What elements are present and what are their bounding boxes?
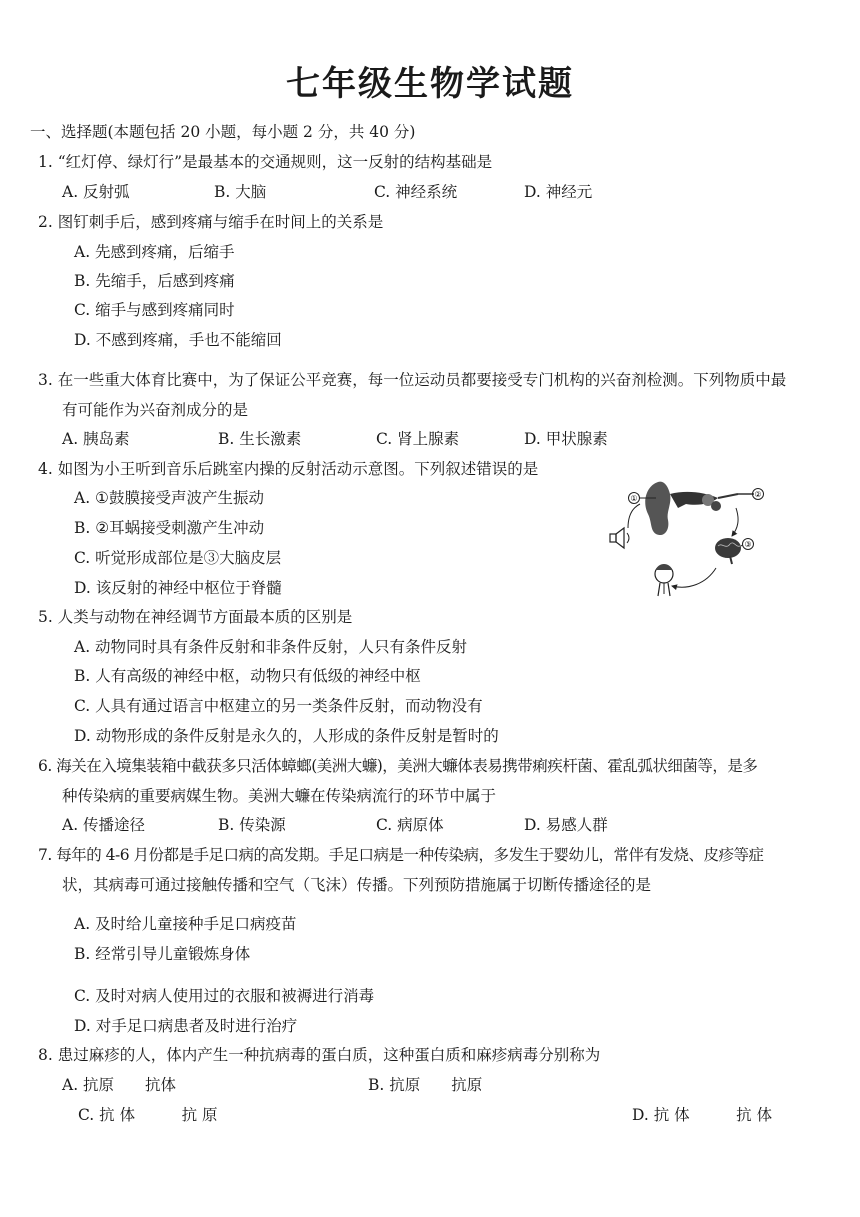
arrow [672,568,716,587]
option: B. 人有高级的神经中枢，动物只有低级的神经中枢 [74,667,421,685]
option: D. 动物形成的条件反射是永久的，人形成的条件反射是暂时的 [74,727,499,745]
option: A. 及时给儿童接种手足口病疫苗 [74,915,297,933]
option: A. 先感到疼痛，后缩手 [74,243,235,261]
option: B. 生长激素 [218,430,302,448]
ear-illustration [645,482,754,535]
option: B. 经常引导儿童锻炼身体 [74,945,251,963]
speaker-icon [610,528,629,548]
question-stem: 1. “红灯停、绿灯行”是最基本的交通规则，这一反射的结构基础是 [38,153,493,171]
option: C. 抗 体 抗 原 [78,1106,218,1124]
arrow [628,504,640,528]
brain-illustration [715,538,741,564]
label-1: ① [630,494,638,503]
question-stem: 4. 如图为小王听到音乐后跳室内操的反射活动示意图。下列叙述错误的是 [38,460,539,478]
option: D. 神经元 [524,183,593,201]
question-stem: 7. 每年的 4-6 月份都是手足口病的高发期。手足口病是一种传染病，多发生于婴幼儿，常伴有发烧、皮疹等症 [38,846,764,864]
option: C. 神经系统 [374,183,458,201]
option: C. 人具有通过语言中枢建立的另一类条件反射，而动物没有 [74,697,483,715]
option: D. 不感到疼痛，手也不能缩回 [74,331,282,349]
option: C. 及时对病人使用过的衣服和被褥进行消毒 [74,987,375,1005]
question-stem: 8. 患过麻疹的人，体内产生一种抗病毒的蛋白质，这种蛋白质和麻疹病毒分别称为 [38,1046,601,1064]
option: D. 抗 体 抗 体 [632,1106,773,1124]
option: A. 胰岛素 [62,430,130,448]
page-title: 七年级生物学试题 [286,64,574,104]
option: D. 该反射的神经中枢位于脊髓 [74,579,282,597]
question-stem: 6. 海关在入境集装箱中截获多只活体蟑螂(美洲大蠊)，美洲大蠊体表易携带痢疾杆菌、霍乱弧状细菌等，是多 [38,757,758,775]
person-illustration [655,564,673,596]
option: A. ①鼓膜接受声波产生振动 [74,489,264,507]
question-stem: 2. 图钉刺手后，感到疼痛与缩手在时间上的关系是 [38,213,384,231]
question-stem: 5. 人类与动物在神经调节方面最本质的区别是 [38,608,353,626]
option: C. 肾上腺素 [376,430,460,448]
option: D. 甲状腺素 [524,430,608,448]
option: B. 抗原 抗原 [368,1076,483,1094]
option: A. 传播途径 [62,816,146,834]
option: A. 动物同时具有条件反射和非条件反射，人只有条件反射 [74,638,468,656]
option: C. 听觉形成部位是③大脑皮层 [74,549,282,567]
option: D. 易感人群 [524,816,608,834]
option: C. 缩手与感到疼痛同时 [74,301,235,319]
option: B. 传染源 [218,816,286,834]
label-2: ② [754,490,762,499]
option: B. 大脑 [214,183,267,201]
label-3: ③ [744,540,752,549]
question-stem: 3. 在一些重大体育比赛中，为了保证公平竞赛，每一位运动员都要接受专门机构的兴奋剂检测。下列物质中最 [38,371,787,389]
option: A. 抗原 抗体 [62,1076,177,1094]
question-stem-cont: 状，其病毒可通过接触传播和空气（飞沫）传播。下列预防措施属于切断传播途径的是 [62,876,652,894]
option: D. 对手足口病患者及时进行治疗 [74,1017,298,1035]
option: C. 病原体 [376,816,444,834]
section-heading: 一、选择题(本题包括 20 小题，每小题 2 分，共 40 分) [30,123,416,141]
reflex-diagram [598,468,778,608]
question-stem-cont: 种传染病的重要病媒生物。美洲大蠊在传染病流行的环节中属于 [62,787,497,805]
arrow [732,508,738,536]
option: B. 先缩手，后感到疼痛 [74,272,235,290]
question-stem-cont: 有可能作为兴奋剂成分的是 [62,401,249,419]
option: B. ②耳蜗接受刺激产生冲动 [74,519,265,537]
option: A. 反射弧 [62,183,130,201]
